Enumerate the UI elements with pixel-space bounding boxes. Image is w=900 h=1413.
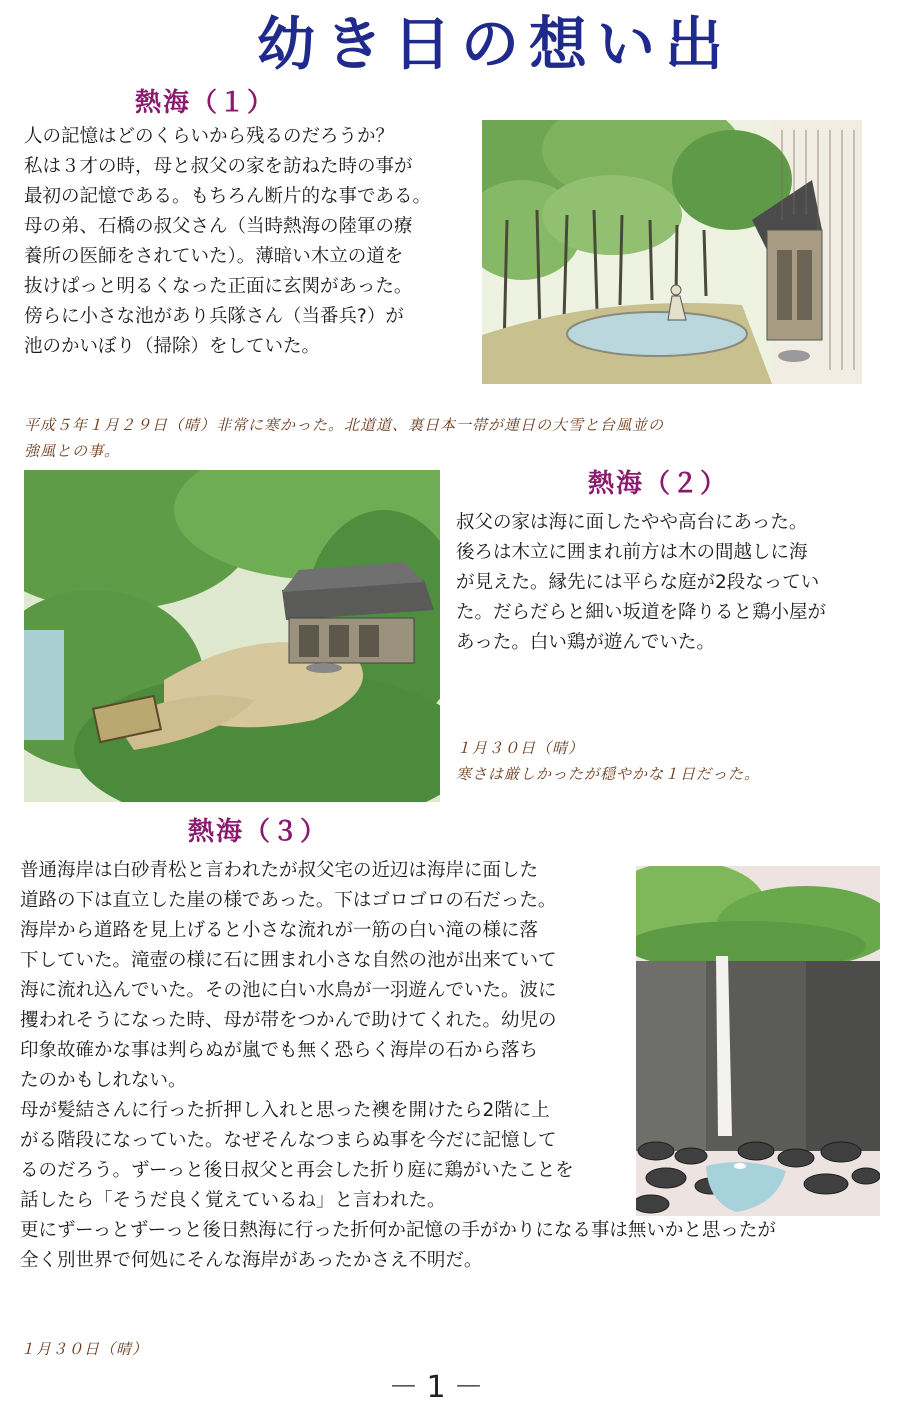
diary-note-2: １月３０日（晴） 寒さは厳しかったが穏やかな１日だった。 bbox=[456, 739, 761, 783]
diary-note-1: 平成５年１月２９日（晴）非常に寒かった。北道道、裏日本一帯が連日の大雪と台風並の 強風との事。 bbox=[24, 416, 665, 460]
section-heading-atami-3: 熱海（３） bbox=[188, 817, 329, 847]
page-title: 幼き日の想い出 bbox=[256, 10, 733, 78]
hillside-house-painting bbox=[24, 470, 440, 802]
section-text-atami-2: 叔父の家は海に面したやや高台にあった。 後ろは木立に囲まれ前方は木の間越しに海 が見えた。縁先には平らな庭が2段なってい た。だらだらと細い坂道を降りると鶏小屋が あった。白い鶏が遊んでいた。 bbox=[456, 512, 827, 653]
page-number: －1－ bbox=[388, 1370, 492, 1405]
section-heading-atami-2: 熱海（２） bbox=[588, 469, 729, 499]
section-heading-atami-1: 熱海（１） bbox=[135, 88, 276, 118]
illustration-waterfall bbox=[636, 866, 880, 1216]
illustration-forest-pond bbox=[482, 120, 862, 384]
waterfall-painting bbox=[636, 866, 880, 1216]
section-text-atami-3: 普通海岸は白砂青松と言われたが叔父宅の近辺は海岸に面した 道路の下は直立した崖の様であった。下はゴロゴロの石だった。 海岸から道路を見上げると小さな流れが一筋の白い滝の様に落 下していた。滝壺の様に石に囲まれ小さな自然の池が出来ていて 海に流れ込んでいた。その池に白い水鳥が一羽遊んでいた。波に 攫われそうになった時、母が帯をつかんで助けてくれた。幼児の 印象故確かな事は判らぬが嵐でも無く恐らく海岸の石から落ち たのかもしれない。 母が髪結さんに行った折押し入れと思った襖を開けたら2階に上 がる階段になっていた。なぜそんなつまらぬ事を今だに記憶して るのだろう。ずーっと後日叔父と再会した折り庭に鶏がいたことを 話したら「そうだ良く覚えているね」と言われた。 更にずーっとずーっと後日熱海に行った折何か記憶の手がかりになる事は無いかと思ったが 全く別世界で何処にそんな海岸があったかさえ不明だ。 bbox=[20, 860, 776, 1271]
illustration-hillside-house bbox=[24, 470, 440, 802]
forest-pond-painting bbox=[482, 120, 862, 384]
diary-note-3: １月３０日（晴） bbox=[20, 1340, 149, 1358]
section-text-atami-1: 人の記憶はどのくらいから残るのだろうか？ 私は３才の時，母と叔父の家を訪ねた時の事が 最初の記憶である。もちろん断片的な事である。 母の弟、石橋の叔父さん（当時熱海の陸軍の療 養所の医師をされていた）。薄暗い木立の道を 抜けぱっと明るくなった正面に玄関があった。 傍らに小さな池があり兵隊さん（当番兵?）が 池のかいぼり（掃除）をしていた。 bbox=[24, 126, 432, 357]
